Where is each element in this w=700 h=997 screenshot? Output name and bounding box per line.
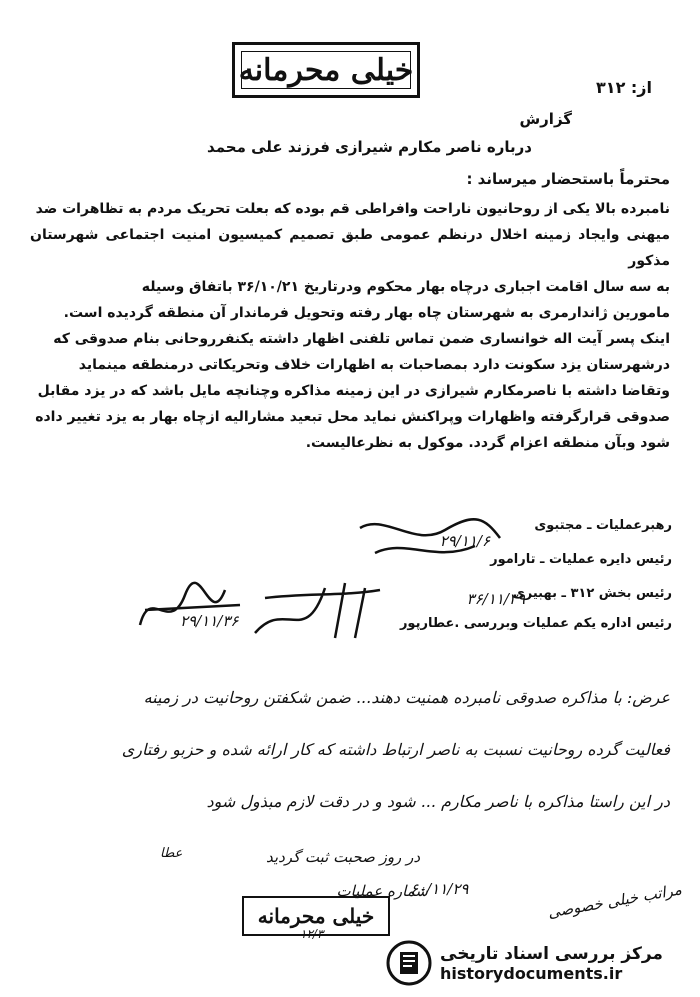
greeting-line: محترماً باستحضار میرساند : [466, 170, 670, 188]
report-body [30, 196, 670, 456]
body-line: به سه سال اقامت اجباری درچاه بهار محکوم ودرتاریخ ۳۶/۱۰/۲۱ باتفاق وسیله [141, 279, 670, 295]
body-line: اینک پسر آیت اله خوانساری ضمن تماس تلفنی اظهار داشته یکنفرروحانی بنام صدوقی که [53, 331, 670, 347]
body-line: میهنی وایجاد زمینه اخلال درنظم عمومی طبق تصمیم کمیسیون امنیت اجتماعی شهرستان مذکور [30, 227, 670, 269]
handwritten-date: ۱۲/۳ [300, 927, 324, 941]
signatory-department-head: رئیس اداره یکم عملیات وبررسی .عطارپور [399, 616, 672, 631]
signature-scribble [245, 578, 385, 653]
signature-scribble [130, 575, 250, 645]
handwritten-annotation: مراتب خیلی خصوصی [545, 880, 683, 922]
top-confidential-stamp: خیلی محرمانه [232, 42, 420, 98]
reference-number: از: ۳۱۲ [596, 78, 652, 97]
bottom-confidential-stamp: خیلی محرمانه [242, 896, 390, 936]
signatory-operations-head: رئیس دایره عملیات ـ تارامور [490, 552, 672, 567]
report-title: گزارش [519, 110, 572, 128]
signatory-operations-lead: رهبرعملیات ـ مجتبوی [534, 518, 672, 533]
watermark-title: مرکز بررسی اسناد تاریخی [440, 943, 663, 964]
handnote-line: فعالیت گرده روحانیت نسبت به ناصر ارتباط داشته که کار ارائه شده و حزبو رفتاری [121, 740, 670, 759]
body-line: نامبرده بالا یکی از روحانیون ناراحت وافراطی قم بوده که بعلت تحریک مردم به تظاهرات ضد [35, 201, 670, 217]
handwritten-date: ۶۰/۱۱/۲۹ [410, 880, 469, 898]
handwritten-date: ۳۶/۱۱/۲۹ [466, 590, 525, 608]
watermark [386, 936, 686, 990]
body-line: صدوقی قرارگرفته واظهارات وپراکنش نماید محل تبعید مشارالیه ازچاه بهار به یزد تغییر داده [35, 409, 670, 425]
body-line: درشهرستان یزد سکونت دارد بمصاحبات به اظهارات خلاف وتحریکاتی درمنطقه مینماید [78, 357, 670, 373]
handnote-line: عرض: با مذاکره صدوقی نامبرده همنیت دهند... ضمن شکفتن روحانیت در زمینه [143, 688, 670, 707]
handwritten-annotation: شماره عملیات [336, 882, 428, 900]
archive-logo-icon [386, 940, 432, 986]
body-line: شود وبآن منطقه اعزام گردد. موکول به نظرعالیست. [305, 435, 670, 451]
handwritten-date: ۲۹/۱۱/۳۶ [180, 612, 239, 630]
body-line: وتقاضا داشته با ناصرمکارم شیرازی در این زمینه مذاکره وچنانچه مایل باشد که در یزد مقابل [37, 383, 670, 399]
handwritten-date: ۲۹/۱۱/۶ [439, 532, 490, 550]
handwritten-annotation: در روز صحبت ثبت گردید [266, 848, 420, 866]
handwritten-annotation: عطا [160, 846, 183, 861]
body-line: مامورین ژاندارمری به شهرستان چاه بهار رفته وتحویل فرماندار آن منطقه گردیده است. [63, 305, 670, 321]
report-subject: درباره ناصر مکارم شیرازی فرزند علی محمد [207, 138, 532, 156]
handnote-line: در این راستا مذاکره با ناصر مکارم ... شود و در دقت لازم مبذول شود [206, 792, 670, 811]
watermark-url: historydocuments.ir [440, 963, 623, 983]
signatory-section-head: رئیس بخش ۳۱۲ ـ بهبیری [512, 586, 672, 601]
handwritten-note [30, 672, 670, 828]
